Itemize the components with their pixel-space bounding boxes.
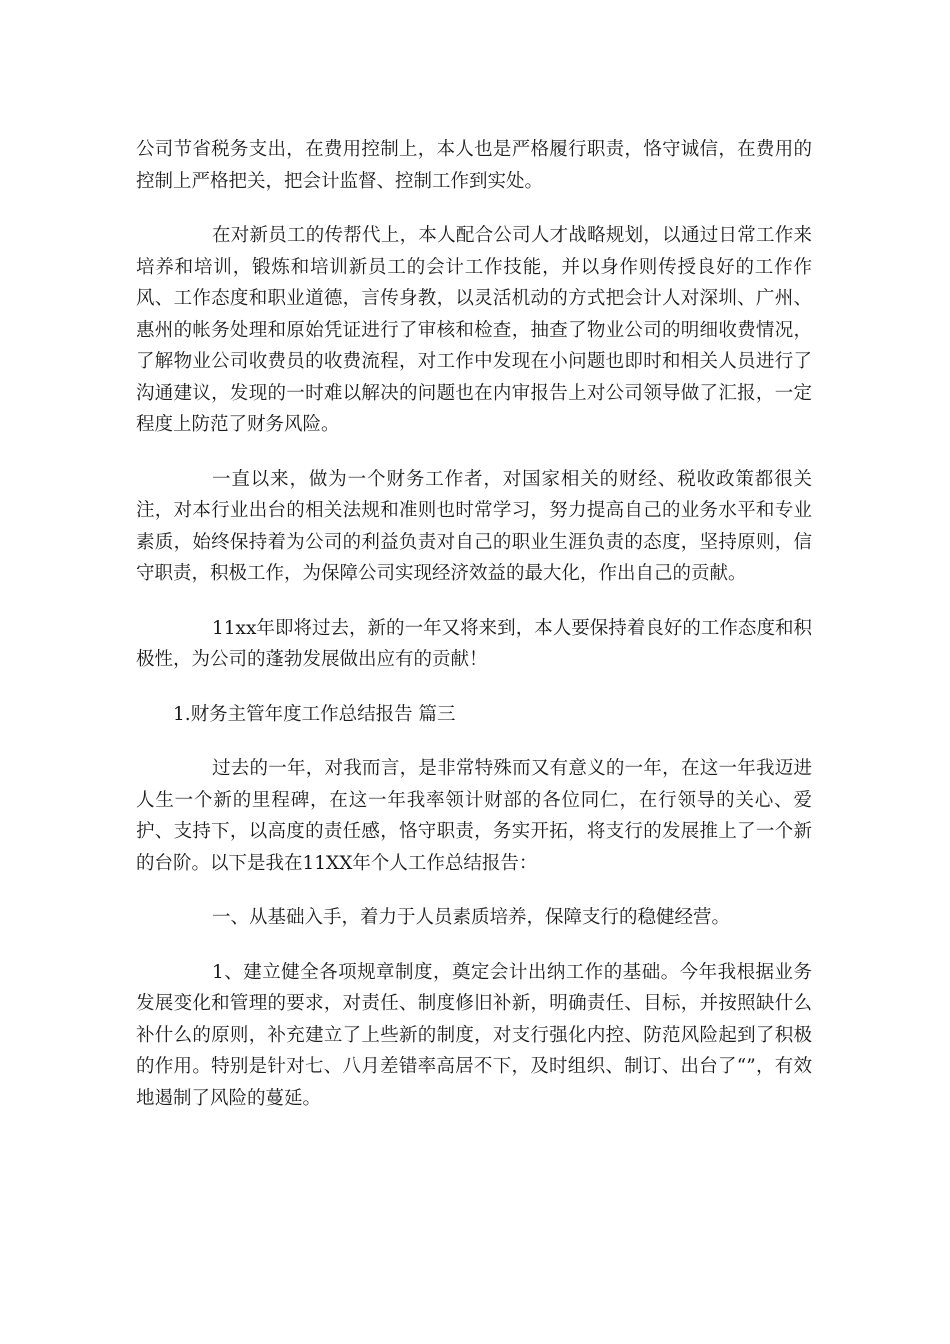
subheading-basics: 一、从基础入手，着力于人员素质培养，保障支行的稳健经营。 bbox=[212, 907, 731, 928]
section-heading: 1.财务主管年度工作总结报告 篇三 bbox=[173, 703, 456, 725]
paragraph-rules-system: 1、建立健全各项规章制度，奠定会计出纳工作的基础。今年我根据业务发展变化和管理的要求，对责任、制度修旧补新，明确责任、目标，并按照缺什么补什么的原则，补充建立了上些新的制度，对支行强化内控、防范风险起到了积极的作用。特别是针对七、八月差错率高居不下，及时组织、制订、出台了“”，有效地遏制了风险的蔓延。 bbox=[136, 961, 812, 1109]
paragraph-policy-study: 一直以来，做为一个财务工作者，对国家相关的财经、税收政策都很关注，对本行业出台的相关法规和准则也时常学习，努力提高自己的业务水平和专业素质，始终保持着为公司的利益负责对自己的职业生涯负责的态度，坚持原则，信守职责，积极工作，为保障公司实现经济效益的最大化，作出自己的贡献。 bbox=[136, 468, 812, 584]
paragraph-past-year: 过去的一年，对我而言，是非常特殊而又有意义的一年，在这一年我迈进人生一个新的里程碑，在这一年我率领计财部的各位同仁，在行领导的关心、爱护、支持下，以高度的责任感，恪守职责，务实开拓，将支行的发展推上了一个新的台阶。以下是我在11XX年个人工作总结报告： bbox=[136, 758, 812, 874]
paragraph-expense-control: 公司节省税务支出，在费用控制上，本人也是严格履行职责，恪守诚信，在费用的控制上严格把关，把会计监督、控制工作到实处。 bbox=[136, 139, 812, 192]
document-page bbox=[136, 134, 812, 1137]
paragraph-new-staff-training: 在对新员工的传帮代上，本人配合公司人才战略规划，以通过日常工作来培养和培训，锻炼和培训新员工的会计工作技能，并以身作则传授良好的工作作风、工作态度和职业道德，言传身教，以灵活机动的方式把会计人对深圳、广州、惠州的帐务处理和原始凭证进行了审核和检查，抽查了物业公司的明细收费情况，了解物业公司收费员的收费流程，对工作中发现在小问题也即时和相关人员进行了沟通建议，发现的一时难以解决的问题也在内审报告上对公司领导做了汇报，一定程度上防范了财务风险。 bbox=[136, 225, 812, 435]
paragraph-year-end: 11xx年即将过去，新的一年又将来到，本人要保持着良好的工作态度和积极性，为公司的蓬勃发展做出应有的贡献！ bbox=[136, 617, 812, 670]
